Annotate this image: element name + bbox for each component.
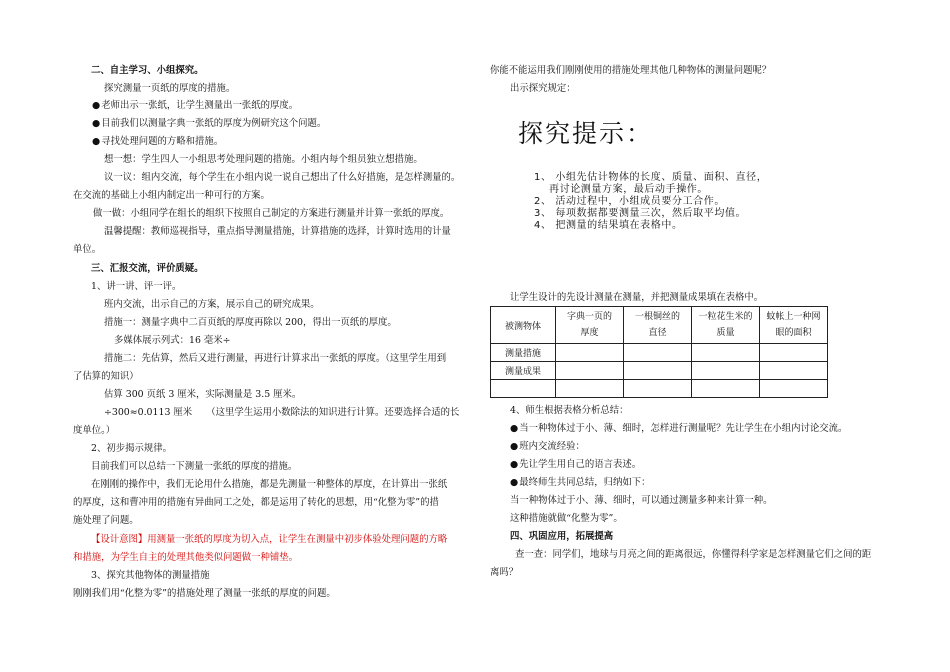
table-cell	[624, 344, 692, 362]
paragraph-line: 措施二：先估算，然后又进行测量，再进行计算求出一张纸的厚度。（这里学生用到	[104, 353, 447, 364]
hint-item: 再讨论测量方案，最后动手操作。	[549, 184, 708, 195]
paragraph-line: 想一想：学生四人一小组思考处理问题的措施。小组内每个组员独立想措施。	[104, 154, 423, 165]
bullet-item: ● 目前我们以测量字典一张纸的厚度为例研究这个问题。	[92, 117, 326, 130]
table-cell	[556, 380, 624, 398]
paragraph-line: 度单位。）	[73, 425, 116, 436]
paragraph-line: 目前我们可以总结一下测量一张纸的厚度的措施。	[91, 461, 298, 472]
table-header-cell: 蚊帐上一种网 眼的面积	[760, 307, 828, 344]
paragraph-line: 施处理了问题。	[73, 515, 139, 526]
table-row	[491, 307, 828, 344]
bullet-item: ● 当一种物体过于小、薄、细时，怎样进行测量呢？先让学生在小组内讨论交流。	[510, 422, 847, 435]
paragraph-line: 做一做：小组同学在组长的组织下按照自己制定的方案进行测量并计算一张纸的厚度。	[93, 208, 450, 219]
paragraph-line: 2、初步揭示规律。	[91, 443, 172, 454]
table-cell	[491, 380, 556, 398]
bullet-item: ● 班内交流经验：	[510, 440, 585, 453]
paragraph-line: 这种措施就做“化整为零”。	[510, 513, 623, 524]
hint-item: 2、 活动过程中，小组成员要分工合作。	[534, 196, 725, 207]
table-row	[491, 344, 828, 362]
paragraph-line: 刚刚我们用“化整为零”的措施处理了测量一张纸的厚度的问题。	[73, 588, 336, 599]
paragraph-line: 的厚度，这和曹冲用的措施有异曲同工之处，都是运用了转化的思想，用“化整为零”的措	[73, 497, 439, 508]
paragraph-line: 了估算的知识）	[73, 371, 139, 382]
hint-item: 3、 每项数据都要测量三次，然后取平均值。	[534, 208, 747, 219]
table-cell	[556, 344, 624, 362]
table-cell	[760, 362, 828, 380]
bullet-item: ● 先让学生用自己的语言表述。	[510, 458, 641, 471]
paragraph-line: 离吗？	[490, 567, 519, 578]
paragraph-line: 措施一：测量字典中二百页纸的厚度再除以 200，得出一页纸的厚度。	[104, 317, 397, 328]
paragraph-line: 出示探究规定：	[510, 83, 576, 94]
table-row	[491, 380, 828, 398]
section-3-title: 三、汇报交流，评价质疑。	[91, 263, 204, 274]
table-cell	[692, 362, 760, 380]
paragraph-line: 当一种物体过于小、薄、细时，可以通过测量多种来计算一种。	[510, 495, 773, 506]
table-cell	[624, 380, 692, 398]
paragraph-line: 班内交流，出示自己的方案，展示自己的研究成果。	[104, 299, 320, 310]
paragraph-line: 让学生设计的先设计测量在测量，并把测量成果填在表格中。	[510, 292, 764, 303]
paragraph-line: 议一议：组内交流，每个学生在小组内说一说自己想出了什么好措施，是怎样测量的。	[104, 172, 461, 183]
paragraph-line: 温馨提醒：教师巡视指导，重点指导测量措施，计算措施的选择，计算时选用的计量	[104, 226, 451, 237]
paragraph-line: 探究测量一页纸的厚度的措施。	[104, 83, 236, 94]
paragraph-line: 单位。	[73, 244, 102, 255]
section-2-title: 二、自主学习、小组探究。	[91, 65, 204, 76]
bullet-item: ● 老师出示一张纸，让学生测量出一张纸的厚度。	[92, 99, 298, 112]
hint-item: 4、 把测量的结果填在表格中。	[534, 220, 683, 231]
bullet-item: ● 寻找处理问题的方略和措施。	[92, 135, 223, 148]
paragraph-line: 在交流的基础上小组内制定出一种可行的方案。	[73, 190, 270, 201]
paragraph-line: 查一查：同学们，地球与月亮之间的距离很远，你懂得科学家是怎样测量它们之间的距	[515, 549, 872, 560]
table-header-cell: 一根铜丝的 直径	[624, 307, 692, 344]
table-header-cell: 一粒花生米的 质量	[692, 307, 760, 344]
paragraph-line: 多媒体展示列式：16 毫米÷	[114, 335, 231, 346]
bullet-item: ● 最终师生共同总结，归纳如下：	[510, 476, 650, 489]
section-4-title: 四、巩固应用，拓展提高	[510, 531, 614, 542]
design-intent-line: 和措施，为学生自主的处理其他类似问题做一种铺垫。	[73, 552, 299, 563]
table-row-label: 测量成果	[491, 362, 556, 380]
table-row	[491, 362, 828, 380]
table-cell	[760, 380, 828, 398]
table-cell	[556, 362, 624, 380]
table-row-label: 测量措施	[491, 344, 556, 362]
measurement-table	[490, 306, 828, 398]
table-cell	[692, 344, 760, 362]
paragraph-line: 3、探究其他物体的测量措施	[91, 570, 210, 581]
table-cell	[760, 344, 828, 362]
design-intent-line: 【设计意图】用测量一张纸的厚度为切入点，让学生在测量中初步体验处理问题的方略	[91, 534, 448, 545]
table-header-cell: 被测物体	[491, 307, 556, 344]
hint-item: 1、 小组先估计物体的长度、质量、面积、直径，	[534, 172, 768, 183]
paragraph-line: ÷300≈0.0113 厘米 （这里学生运用小数除法的知识进行计算。还要选择合适的长	[104, 407, 460, 418]
paragraph-line: 你能不能运用我们刚刚使用的措施处理其他几种物体的测量问题呢？	[490, 65, 772, 76]
table-header-cell: 字典一页的 厚度	[556, 307, 624, 344]
paragraph-line: 估算 300 页纸 3 厘米，实际测量是 3.5 厘米。	[104, 389, 302, 400]
hint-title: 探究提示：	[518, 119, 654, 148]
paragraph-line: 1、讲一讲、评一评。	[91, 281, 182, 292]
table-cell	[692, 380, 760, 398]
paragraph-line: 在刚刚的操作中，我们无论用什么措施，都是先测量一种整体的厚度，在计算出一张纸	[91, 479, 448, 490]
paragraph-line: 4、师生根据表格分析总结：	[510, 405, 629, 416]
table-cell	[624, 362, 692, 380]
